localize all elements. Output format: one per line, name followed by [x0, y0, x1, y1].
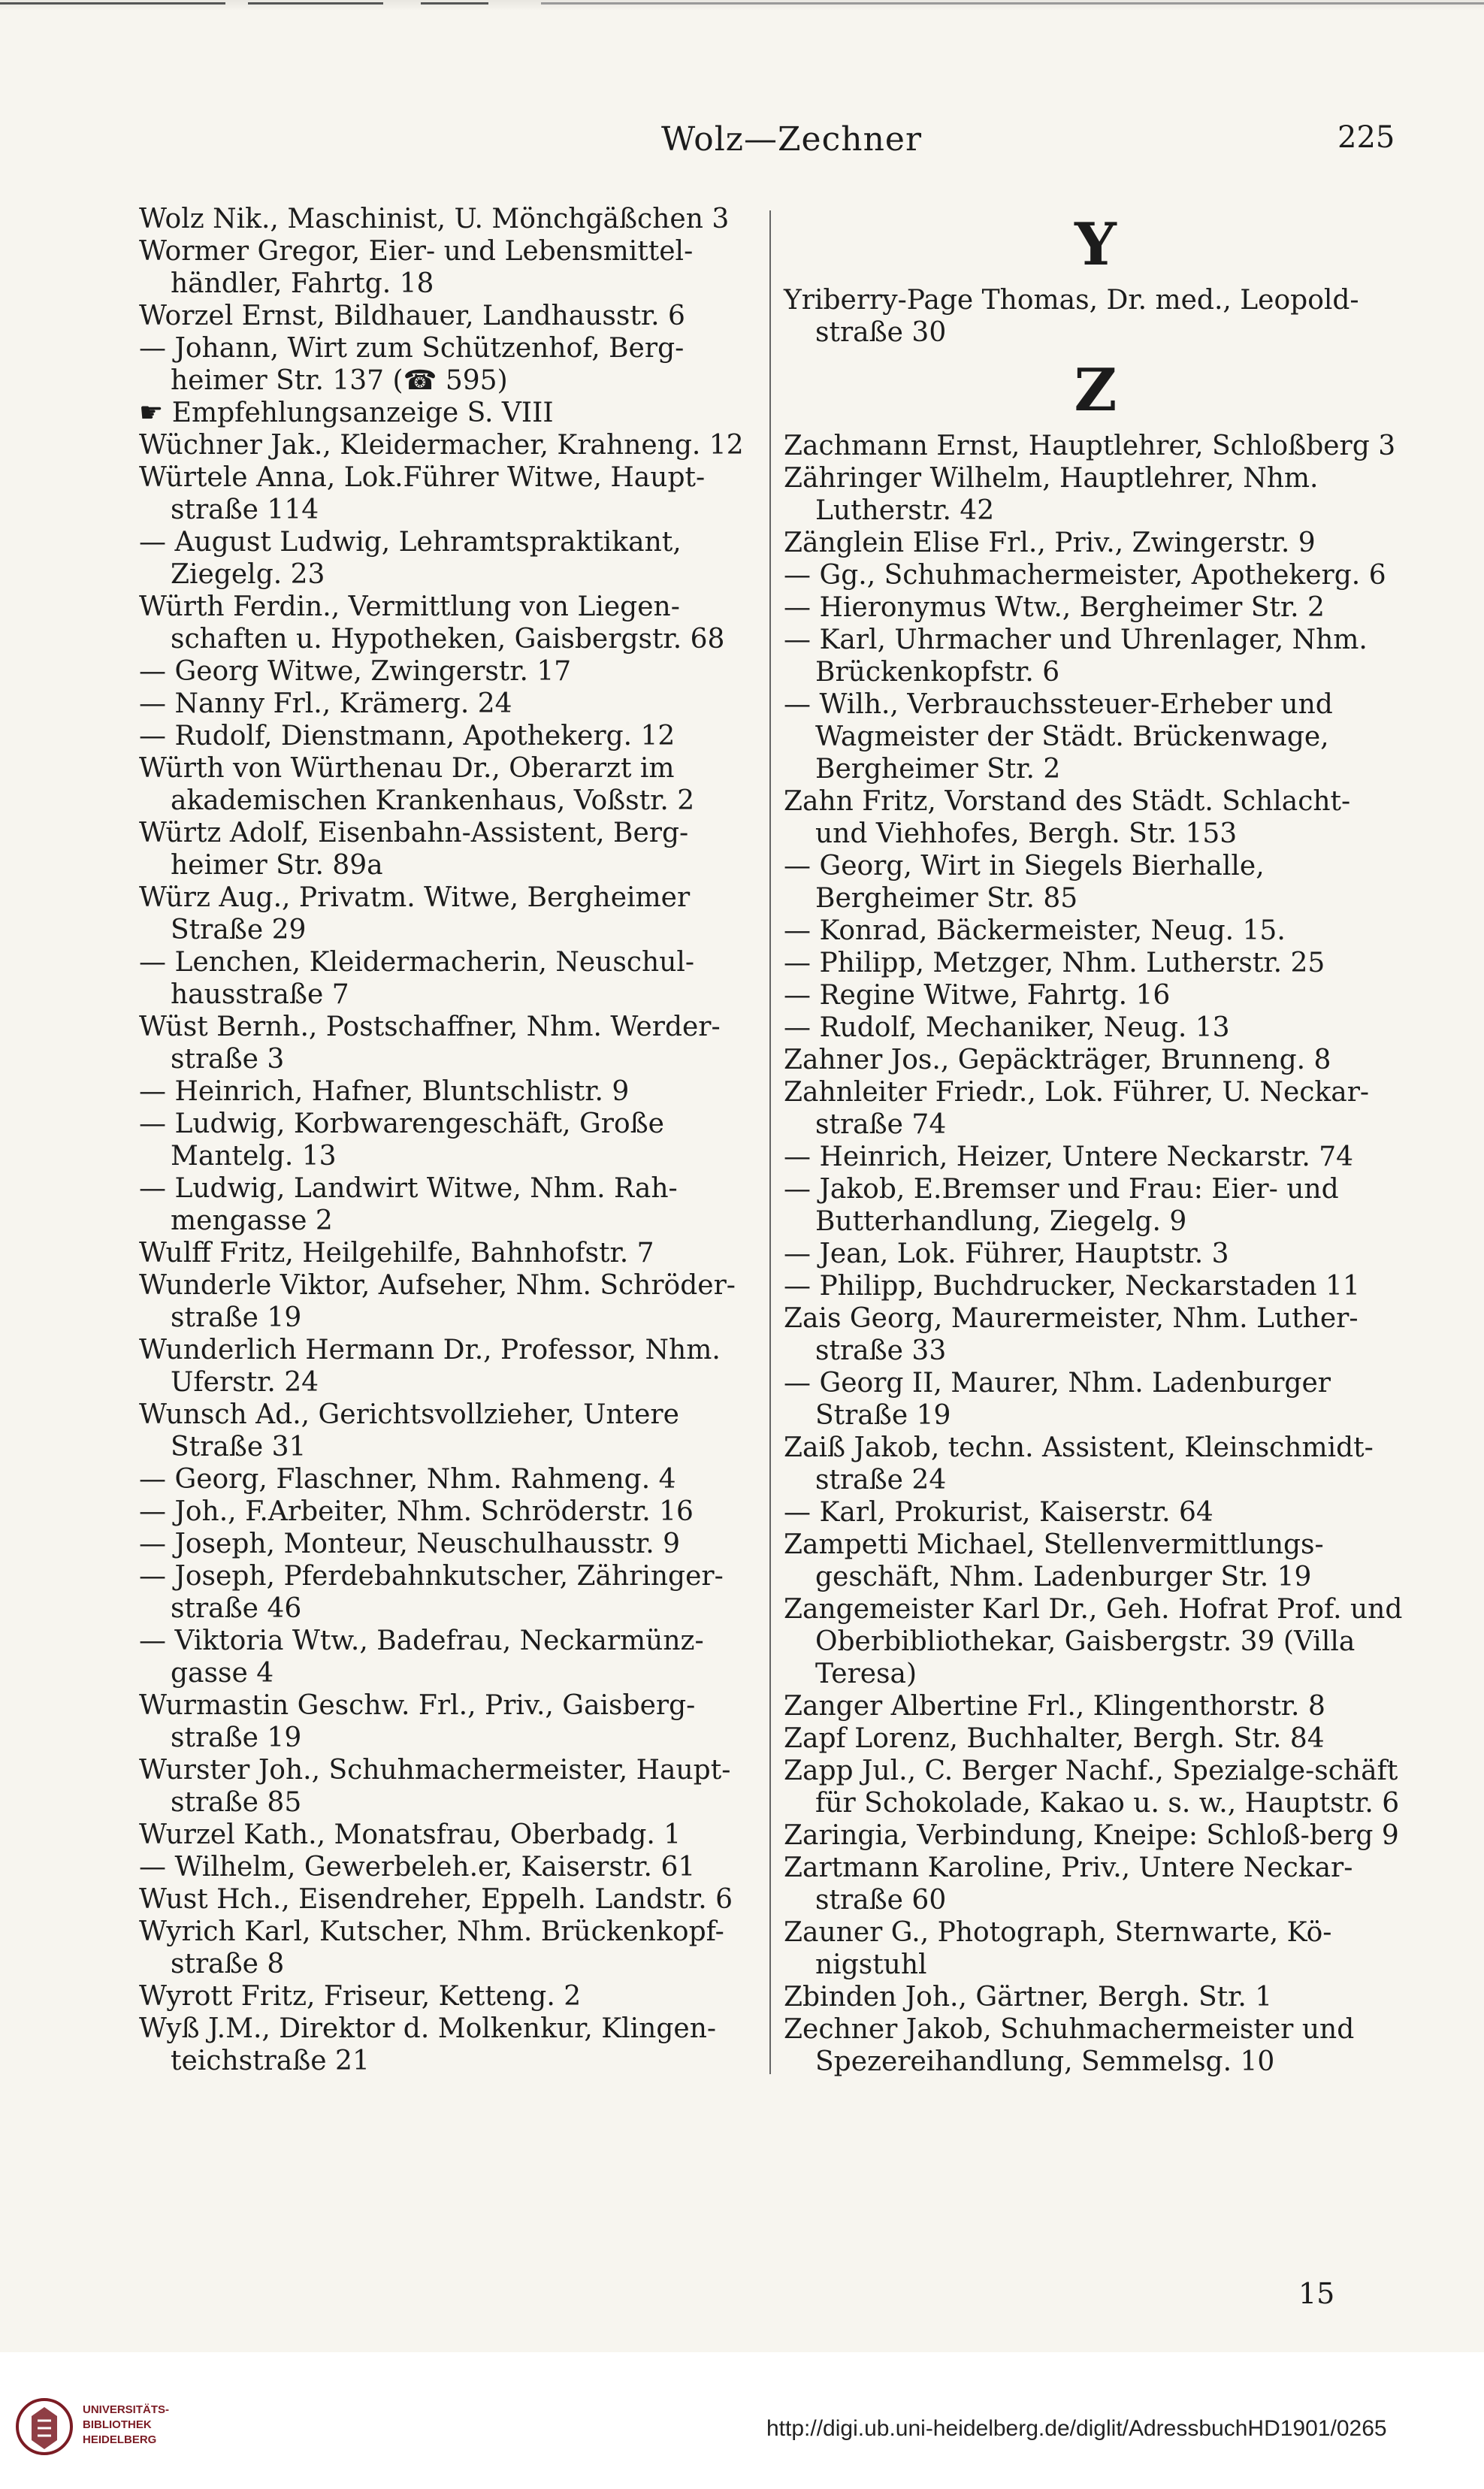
- directory-entry: — Viktoria Wtw., Badefrau, Neckarmünz-gasse 4: [139, 1626, 704, 1689]
- directory-entry: — Nanny Frl., Krämerg. 24: [139, 688, 512, 719]
- directory-entry: Yriberry-Page Thomas, Dr. med., Leopold-straße 30: [784, 285, 1359, 348]
- directory-entry: Würz Aug., Privatm. Witwe, Bergheimer Straße 29: [139, 882, 691, 945]
- directory-entry: — Konrad, Bäckermeister, Neug. 15.: [784, 915, 1286, 946]
- directory-entry: — Joseph, Monteur, Neuschulhausstr. 9: [139, 1529, 681, 1559]
- footer-bar: [0, 2352, 1484, 2489]
- sheet-signature: 15: [1298, 2277, 1335, 2310]
- directory-entry: Wyrich Karl, Kutscher, Nhm. Brückenkopf-straße 8: [139, 1916, 724, 1979]
- directory-entry: Wurmastin Geschw. Frl., Priv., Gaisberg-straße 19: [139, 1690, 696, 1753]
- directory-entry: Wüst Bernh., Postschaffner, Nhm. Werder-straße 3: [139, 1012, 721, 1075]
- directory-entry: — Joh., F.Arbeiter, Nhm. Schröderstr. 16: [139, 1496, 694, 1527]
- section-y-entries: [784, 284, 1407, 349]
- directory-entry: Wunsch Ad., Gerichtsvollzieher, Untere Straße 31: [139, 1399, 679, 1462]
- directory-entry: — Georg, Wirt in Siegels Bierhalle, Bergheimer Str. 85: [784, 851, 1265, 914]
- right-column: [784, 203, 1407, 2078]
- directory-entry: — Jakob, E.Bremser und Frau: Eier- und Butterhandlung, Ziegelg. 9: [784, 1174, 1339, 1237]
- directory-entry: — Jean, Lok. Führer, Hauptstr. 3: [784, 1238, 1229, 1269]
- directory-entry: Würth Ferdin., Vermittlung von Liegen-schaften u. Hypotheken, Gaisbergstr. 68: [139, 591, 725, 655]
- permalink-url[interactable]: http://digi.ub.uni-heidelberg.de/diglit/AdressbuchHD1901/0265: [766, 2416, 1387, 2441]
- directory-entry: Wüchner Jak., Kleidermacher, Krahneng. 12: [139, 430, 744, 461]
- directory-entry: Wunderle Viktor, Aufseher, Nhm. Schröder-straße 19: [139, 1270, 736, 1333]
- directory-entry: — Wilh., Verbrauchssteuer-Erheber und Wagmeister der Städt. Brückenwage, Bergheimer Str. 2: [784, 689, 1333, 785]
- directory-entry: Zachmann Ernst, Hauptlehrer, Schloßberg 3: [784, 431, 1396, 461]
- section-letter-z: Z: [1074, 356, 1117, 425]
- directory-entry: — Rudolf, Mechaniker, Neug. 13: [784, 1012, 1230, 1043]
- directory-entry: — Joseph, Pferdebahnkutscher, Zähringer-straße 46: [139, 1561, 724, 1624]
- directory-entry: Zahn Fritz, Vorstand des Städt. Schlacht- und Viehhofes, Bergh. Str. 153: [784, 786, 1351, 849]
- directory-entry: — Gg., Schuhmachermeister, Apothekerg. 6: [784, 560, 1386, 591]
- directory-entry: Zangemeister Karl Dr., Geh. Hofrat Prof. und Oberbibliothekar, Gaisbergstr. 39 (Villa Teresa): [784, 1594, 1403, 1689]
- directory-entry: Wurzel Kath., Monatsfrau, Oberbadg. 1: [139, 1819, 682, 1850]
- directory-entry: Wust Hch., Eisendreher, Eppelh. Landstr. 6: [139, 1884, 733, 1915]
- directory-entry: — Regine Witwe, Fahrtg. 16: [784, 980, 1171, 1011]
- directory-entry: Zaiß Jakob, techn. Assistent, Kleinschmidt-straße 24: [784, 1432, 1374, 1496]
- directory-entry: Zanger Albertine Frl., Klingenthorstr. 8: [784, 1691, 1325, 1722]
- directory-entry: — Philipp, Buchdrucker, Neckarstaden 11: [784, 1271, 1360, 1302]
- directory-entry: — Karl, Prokurist, Kaiserstr. 64: [784, 1497, 1213, 1528]
- directory-entry: — Heinrich, Heizer, Untere Neckarstr. 74: [784, 1142, 1354, 1172]
- directory-entry: — Karl, Uhrmacher und Uhrenlager, Nhm. Brückenkopfstr. 6: [784, 625, 1368, 688]
- directory-entry: — Johann, Wirt zum Schützenhof, Berg-heimer Str. 137 (☎ 595): [139, 333, 685, 396]
- directory-entry: — Georg II, Maurer, Nhm. Ladenburger Straße 19: [784, 1368, 1331, 1431]
- directory-entry: Zähringer Wilhelm, Hauptlehrer, Nhm. Lutherstr. 42: [784, 463, 1319, 526]
- directory-entry: Zänglein Elise Frl., Priv., Zwingerstr. 9: [784, 528, 1316, 558]
- directory-entry: Zauner G., Photograph, Sternwarte, Kö-nigstuhl: [784, 1917, 1332, 1980]
- directory-entry: — Hieronymus Wtw., Bergheimer Str. 2: [784, 592, 1325, 623]
- directory-entry: Zbinden Joh., Gärtner, Bergh. Str. 1: [784, 1982, 1273, 2013]
- directory-entry: — Lenchen, Kleidermacherin, Neuschul-hausstraße 7: [139, 947, 695, 1010]
- directory-entry: Zartmann Karoline, Priv., Untere Neckar-straße 60: [784, 1852, 1353, 1916]
- directory-entry: Würth von Würthenau Dr., Oberarzt im akademischen Krankenhaus, Voßstr. 2: [139, 753, 695, 816]
- directory-entry: Zampetti Michael, Stellenvermittlungs-geschäft, Nhm. Ladenburger Str. 19: [784, 1529, 1324, 1592]
- directory-entry: Zais Georg, Maurermeister, Nhm. Luther-straße 33: [784, 1303, 1359, 1366]
- directory-entry: Würtele Anna, Lok.Führer Witwe, Haupt-straße 114: [139, 462, 706, 525]
- directory-entry: Zapf Lorenz, Buchhalter, Bergh. Str. 84: [784, 1723, 1325, 1754]
- directory-entry: Wolz Nik., Maschinist, U. Mönchgäßchen 3: [139, 204, 730, 234]
- directory-entry: — Wilhelm, Gewerbeleh.er, Kaiserstr. 61: [139, 1852, 696, 1883]
- directory-entry: Zaringia, Verbindung, Kneipe: Schloß-berg 9: [784, 1820, 1399, 1851]
- page-header: [0, 120, 1484, 165]
- directory-entry: Wurster Joh., Schuhmachermeister, Haupt-straße 85: [139, 1755, 731, 1818]
- directory-entry: — Ludwig, Landwirt Witwe, Nhm. Rah-mengasse 2: [139, 1173, 678, 1236]
- directory-entry: Wunderlich Hermann Dr., Professor, Nhm. Uferstr. 24: [139, 1335, 721, 1398]
- directory-entry: ☛ Empfehlungsanzeige S. VIII: [139, 398, 554, 428]
- directory-entry: — Heinrich, Hafner, Bluntschlistr. 9: [139, 1076, 630, 1107]
- directory-entry: Wulff Fritz, Heilgehilfe, Bahnhofstr. 7: [139, 1238, 654, 1269]
- directory-entry: Worzel Ernst, Bildhauer, Landhausstr. 6: [139, 301, 685, 331]
- directory-entry: — August Ludwig, Lehramtspraktikant, Ziegelg. 23: [139, 527, 682, 590]
- directory-entry: Wormer Gregor, Eier- und Lebensmittel-händler, Fahrtg. 18: [139, 236, 694, 299]
- directory-entry: Zahner Jos., Gepäckträger, Brunneng. 8: [784, 1045, 1331, 1075]
- seal-icon: [15, 2394, 74, 2460]
- directory-entry: Wyrott Fritz, Friseur, Ketteng. 2: [139, 1981, 582, 2012]
- directory-entry: — Philipp, Metzger, Nhm. Lutherstr. 25: [784, 948, 1325, 978]
- section-z-entries: [784, 430, 1407, 2078]
- directory-entry: Würtz Adolf, Eisenbahn-Assistent, Berg-heimer Str. 89a: [139, 818, 689, 881]
- running-title: Wolz—Zechner: [661, 120, 922, 159]
- library-logo: [15, 2394, 195, 2476]
- directory-entry: — Rudolf, Dienstmann, Apothekerg. 12: [139, 721, 676, 752]
- directory-entry: Wyß J.M., Direktor d. Molkenkur, Klingen-teichstraße 21: [139, 2013, 717, 2076]
- left-column: [139, 203, 763, 2077]
- page-number: 225: [1337, 120, 1395, 155]
- directory-entry: Zechner Jakob, Schuhmachermeister und Spezereihandlung, Semmelsg. 10: [784, 2014, 1355, 2077]
- column-divider: [769, 210, 771, 2074]
- scan-top-edge: [0, 0, 1484, 11]
- directory-entry: — Georg Witwe, Zwingerstr. 17: [139, 656, 572, 687]
- directory-entry: — Georg, Flaschner, Nhm. Rahmeng. 4: [139, 1464, 676, 1495]
- section-letter-y: Y: [1074, 210, 1117, 279]
- library-name: UNIVERSITÄTS- BIBLIOTHEK HEIDELBERG: [83, 2403, 170, 2446]
- directory-entry: — Ludwig, Korbwarengeschäft, Große Mantelg. 13: [139, 1108, 664, 1172]
- directory-entry: Zapp Jul., C. Berger Nachf., Spezialge-schäft für Schokolade, Kakao u. s. w., Hauptstr. 6: [784, 1756, 1400, 1819]
- directory-entry: Zahnleiter Friedr., Lok. Führer, U. Neckar-straße 74: [784, 1077, 1370, 1140]
